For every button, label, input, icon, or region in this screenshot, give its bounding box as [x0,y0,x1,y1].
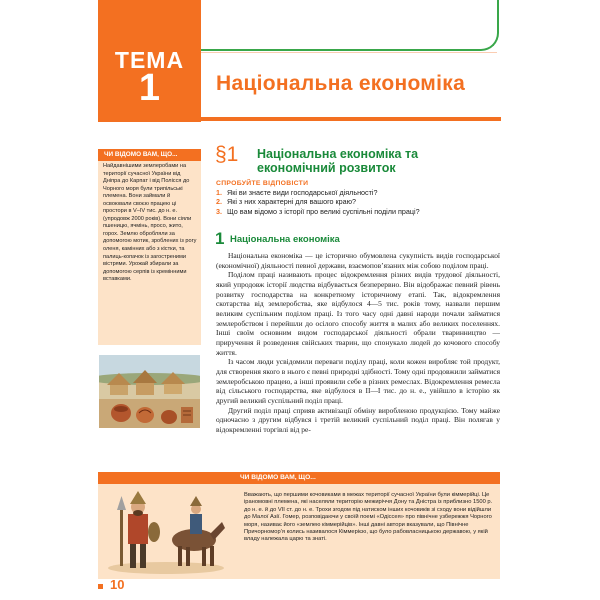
header-divider-top [201,52,497,53]
page-marker [98,584,103,589]
question-number: 2. [216,197,222,207]
question-item [216,207,420,216]
questions-list [216,188,420,216]
tema-label: ТЕМА [114,47,185,73]
did-you-know-text-bottom: Вважають, що першими кочовиками в межах території сучасної України були кіммерійці. Це іраномовні племена, які населяли територію межиріччя Дону та Дністра із приблизно 1500 р. до н. е. й до VII ст. до н. е. Трохи згодом під натиском інших кочовиків зі сходу вони відійшли до Малої Азії. Гомер, розповідаючи у своїй поемі «Одіссея» про північне узбережжя Чорного моря, називає його «землею кіммерійців». Інші давні автори вказували, що Північне Причорномор’я колись називалося Кіммерією, що було рабовласницькою державою, у якій владу належала царю та знаті. [244,492,493,543]
section-number: §1 [215,143,239,166]
cimmerian-warriors-illustration [106,488,226,574]
question-item [216,197,420,206]
did-you-know-heading: ЧИ ВІДОМО ВАМ, ЩО... [98,149,201,161]
paragraph: Національна економіка — це історично обумовлена сукупність видів господарської (економічної) діяльності певної держави, взаємопов’язаних між собою поділом праці. [216,251,500,270]
paragraph: Поділом праці називають процес відокремлення різних видів трудової діяльності, який упродовж історії людства відбувається безперервно. Він відображає певний рівень розвитку господарства на конкретному історичному етапі. Так, відокремлення скотарства від землеробства, яке відбулося 4—5 тис. років тому, назвали першим великим суспільним поділом праці. Із того часу одні давні народи почали займатися землеробством і перейшли до осілого способу життя в малих або великих поселеннях. Інші своїм основним видом господарської діяльності обрали тваринництво — приручення й розведення свійських тварин, що спонукало людей до кочового способу життя. [216,270,500,357]
header-divider [201,117,501,121]
body-text [216,251,500,434]
question-text: Що вам відомо з історії про великі суспільні поділи праці? [227,206,420,216]
did-you-know-heading-bottom: ЧИ ВІДОМО ВАМ, ЩО... [98,472,500,484]
tema-badge [98,0,201,122]
page-title: Національна економіка [216,72,466,95]
question-text: Які ви знаєте види господарської діяльності? [227,188,378,197]
questions-heading: СПРОБУЙТЕ ВІДПОВІСТИ [216,180,309,187]
paragraph: Із часом люди усвідомили переваги поділу праці, коли кожен виробляє той продукт, для створення якого в нього є певні природні здібності. Тому одні продовжили займатися землеробською працею, а інші проявили себе в різних ремеслах. Відокремлення ремесла від сільського господарства, яке відбулося в ІІ—І тис. до н. е., увійшло в історію як другий великий суспільний поділ праці. [216,357,500,405]
subsection-number: 1 [215,229,225,248]
paragraph: Другий поділ праці сприяв активізації обміну виробленою продукцією. Тому майже одночасно з другим відбувся і третій великий суспільний поділ праці. Він полягав у відокремленні торгівлі від ре- [216,405,500,434]
question-number: 1. [216,188,222,197]
question-item [216,188,420,197]
trypillia-settlement-illustration [99,355,200,428]
subsection-title: Національна економіка [230,234,340,245]
header-decor-frame [201,0,499,51]
question-number: 3. [216,206,222,216]
tema-number: 1 [138,67,161,109]
page-number: 10 [110,577,125,592]
section-title: Національна економіка та економічний розвиток [257,147,419,175]
question-text: Які з них характерні для вашого краю? [227,197,357,207]
did-you-know-text: Найдавнішими землеробами на території сучасної України від Дніпра до Карпат і від Полісся до Чорного моря були трипільські племена. Вони займали й освоювали своєю працею ці простори в V–IV тис. до н. е. (упродовж 2000 років). Вони сіяли пшеницю, ячмінь, просо, жито, горох. Землю обробляли за допомогою мотик, зроблених із рогу оленя, камінних або з кістки, та палиць-копачок із загостреними вістрями. Урожай збирали за допомогою серпів із кремінними вставками. [103,163,197,283]
